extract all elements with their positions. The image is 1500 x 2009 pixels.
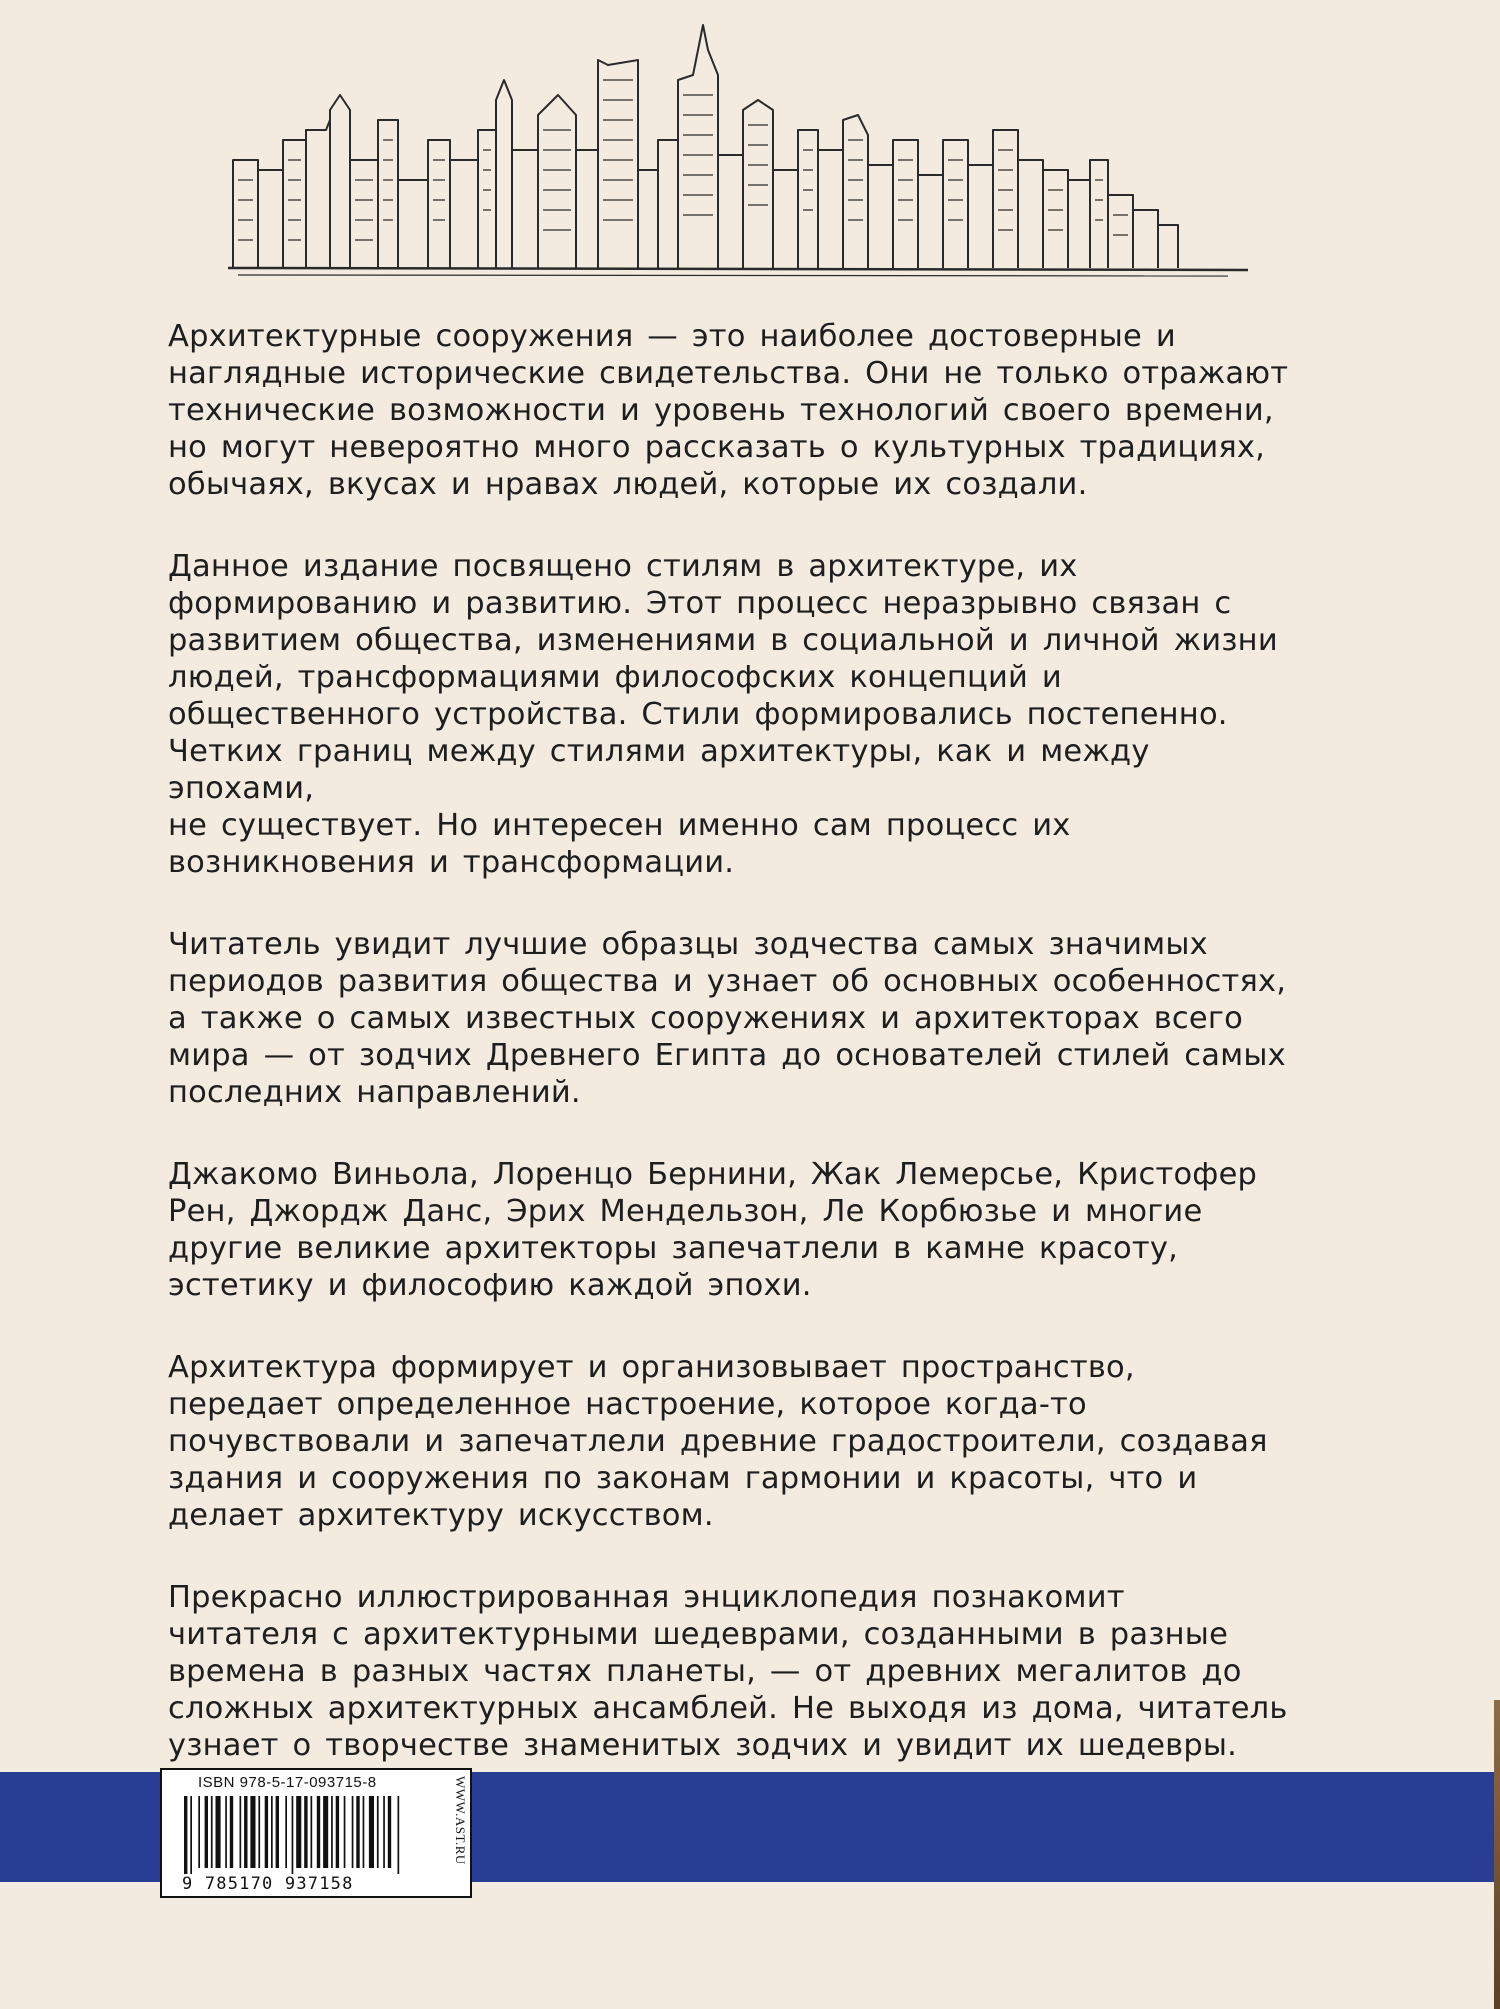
barcode-bar [244,1796,247,1868]
paragraph: Данное издание посвящено стилям в архитектуре, их формированию и развитию. Этот процесс неразрывно связан с развитием общества, изменениями в социальной и личной жизни людей, трансформациями философских концепций и общественного устройства. Стили формировались постепенно. Четких границ между стилями архитектуры, как и между эпохами, не существует. Но интересен именно сам процесс их возникновения и трансформации. [168,549,1278,880]
paragraph: Читатель увидит лучшие образцы зодчества самых значимых периодов развития общества и узнает об основных особенностях, а также о самых известных сооружениях и архитекторах всего мира — от зодчих Древнего Египта до основателей стилей самых последних направлений. [168,927,1287,1110]
paragraph: Архитектура формирует и организовывает пространство, передает определенное настроение, которое когда-то почувствовали и запечатлели древние градостроители, создавая здания и сооружения по законам гармонии и красоты, что и делает архитектуру искусством. [168,1350,1268,1533]
barcode-bar [377,1796,379,1868]
barcode-bar [292,1796,294,1874]
barcode-bar [190,1796,192,1874]
barcode-bar [265,1796,268,1868]
barcode-bar [258,1796,260,1868]
isbn-barcode [160,1768,472,1898]
barcode-bar [198,1796,200,1868]
barcode-bar [285,1796,287,1868]
barcode-bar [356,1796,359,1868]
barcode-bar [352,1796,354,1868]
description-text [168,318,1298,1809]
publisher-website: WWW.AST.RU [453,1776,468,1865]
barcode-bar [205,1796,208,1868]
city-skyline-sketch-icon [228,20,1248,280]
barcode-bar [184,1796,187,1874]
barcode-bar [336,1796,339,1868]
barcode-bar [323,1796,328,1868]
barcode-bars [184,1796,432,1874]
barcode-bar [331,1796,333,1868]
barcode-bar [388,1796,391,1868]
barcode-bar [369,1796,374,1868]
barcode-digits: 9 785170 937158 [182,1874,354,1894]
barcode-bar [211,1796,213,1868]
barcode-bar [383,1796,385,1868]
barcode-bar [225,1796,227,1868]
book-spine-edge [1494,1700,1500,2009]
paragraph: Прекрасно иллюстрированная энциклопедия познакомит читателя с архитектурными шедеврами, созданными в разные времена в разных частях планеты, — от древних мегалитов до сложных архитектурных ансамблей. Не выходя из дома, читатель узнает о творчестве знаменитых зодчих и увидит их шедевры. [168,1580,1288,1763]
barcode-bar [311,1796,313,1868]
barcode-bar [240,1796,242,1868]
isbn-label: ISBN 978-5-17-093715-8 [198,1774,377,1791]
barcode-bar [398,1796,400,1874]
barcode-bar [317,1796,320,1868]
barcode-bar [304,1796,307,1868]
paragraph: Джакомо Виньола, Лоренцо Бернини, Жак Лемерсье, Кристофер Рен, Джордж Данс, Эрих Мендельзон, Ле Корбюзье и многие другие великие архитекторы запечатлели в камне красоту, эстетику и философию каждой эпохи. [168,1157,1258,1303]
barcode-bar [363,1796,365,1868]
barcode-bar [271,1796,273,1868]
barcode-bar [216,1796,221,1868]
barcode-bar [344,1796,346,1868]
barcode-bar [230,1796,233,1868]
paragraph: Архитектурные сооружения — это наиболее достоверные и наглядные исторические свидетельства. Они не только отражают технические возможности и уровень технологий своего времени, но могут невероятно много рассказать о культурных традициях, обычаях, вкусах и нравах людей, которые их создали. [168,319,1289,502]
barcode-bar [250,1796,255,1868]
barcode-bar [276,1796,279,1868]
barcode-bar [296,1796,301,1868]
